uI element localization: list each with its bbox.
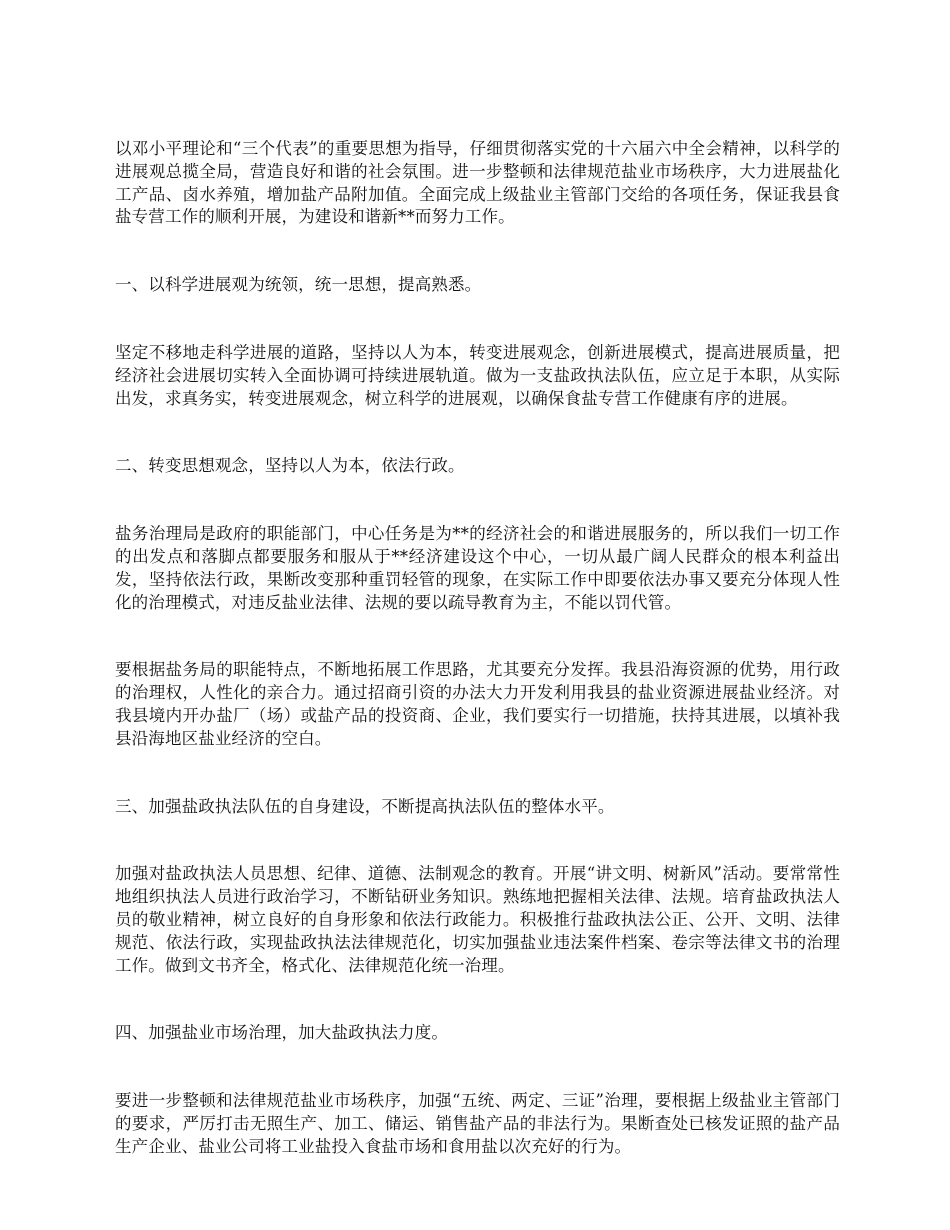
- intro-paragraph: 以邓小平理论和“三个代表”的重要思想为指导，仔细贯彻落实党的十六届六中全会精神，以科学的进展观总揽全局，营造良好和谐的社会氛围。进一步整顿和法律规范盐业市场秩序，大力进展盐化工产品、卤水养殖，增加盐产品附加值。全面完成上级盐业主管部门交给的各项任务，保证我县食盐专营工作的顺利开展，为建设和谐新**而努力工作。: [115, 139, 840, 227]
- section-heading-3: 三、加强盐政执法队伍的自身建设，不断提高执法队伍的整体水平。: [115, 796, 615, 816]
- section-2-paragraph-1: 盐务治理局是政府的职能部门，中心任务是为**的经济社会的和谐进展服务的，所以我们一切工作的出发点和落脚点都要服务和服从于**经济建设这个中心，一切从最广阔人民群众的根本利益出发，坚持依法行政，果断改变那种重罚轻管的现象，在实际工作中即要依法办事又要充分体现人性化的治理模式，对违反盐业法律、法规的要以疏导教育为主，不能以罚代管。: [115, 524, 840, 612]
- section-heading-1: 一、以科学进展观为统领，统一思想，提高熟悉。: [115, 275, 482, 295]
- section-3-paragraph: 加强对盐政执法人员思想、纪律、道德、法制观念的教育。开展“讲文明、树新风”活动。要常常性地组织执法人员进行政治学习，不断钻研业务知识。熟练地把握相关法律、法规。培育盐政执法人员的敬业精神，树立良好的自身形象和依法行政能力。积极推行盐政执法公正、公开、文明、法律规范、依法行政，实现盐政执法法律规范化，切实加强盐业违法案件档案、卷宗等法律文书的治理工作。做到文书齐全，格式化、法律规范化统一治理。: [115, 864, 840, 975]
- section-heading-4: 四、加强盐业市场治理，加大盐政执法力度。: [115, 1023, 448, 1043]
- section-4-paragraph: 要进一步整顿和法律规范盐业市场秩序，加强“五统、两定、三证”治理，要根据上级盐业主管部门的要求，严厉打击无照生产、加工、储运、销售盐产品的非法行为。果断查处已核发证照的盐产品生产企业、盐业公司将工业盐投入食盐市场和食用盐以次充好的行为。: [115, 1091, 840, 1156]
- document-body: [115, 138, 840, 1159]
- section-1-paragraph: 坚定不移地走科学进展的道路，坚持以人为本，转变进展观念，创新进展模式，提高进展质量，把经济社会进展切实转入全面协调可持续进展轨道。做为一支盐政执法队伍，应立足于本职，从实际出发，求真务实，转变进展观念，树立科学的进展观，以确保食盐专营工作健康有序的进展。: [115, 342, 840, 408]
- section-2-paragraph-2: 要根据盐务局的职能特点，不断地拓展工作思路，尤其要充分发挥。我县沿海资源的优势，用行政的治理权，人性化的亲合力。通过招商引资的办法大力开发利用我县的盐业资源进展盐业经济。对我县境内开办盐厂（场）或盐产品的投资商、企业，我们要实行一切措施，扶持其进展，以填补我县沿海地区盐业经济的空白。: [115, 660, 840, 748]
- section-heading-2: 二、转变思想观念，坚持以人为本，依法行政。: [115, 456, 465, 476]
